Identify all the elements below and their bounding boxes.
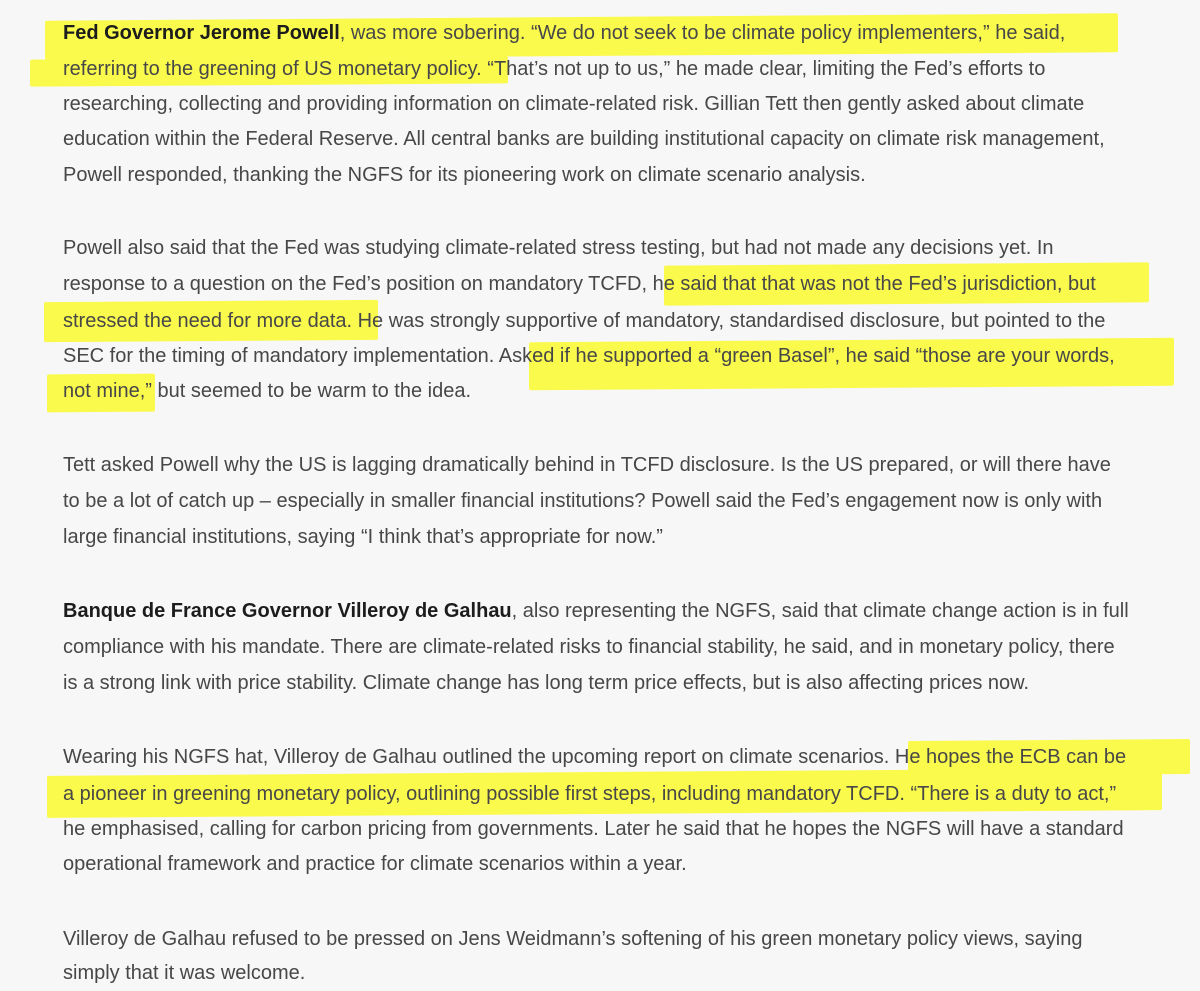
text-segment: , also representing the NGFS, said that climate change action is in full <box>511 600 1129 622</box>
text-segment: education within the Federal Reserve. All central banks are building institutional capacity on climate risk management, <box>63 128 1105 150</box>
text-line <box>63 629 1115 665</box>
text-segment: Wearing his NGFS hat, Villeroy de Galhau outlined the upcoming report on climate scenarios. He hopes the ECB can be <box>63 746 1127 768</box>
text-segment: a pioneer in greening monetary policy, outlining possible first steps, including mandatory TCFD. “There is a duty to act,” <box>63 783 1117 805</box>
text-segment: compliance with his mandate. There are climate-related risks to financial stability, he said, and in monetary policy, there <box>63 636 1115 658</box>
text-segment: not mine,” but seemed to be warm to the idea. <box>63 380 471 402</box>
text-segment: is a strong link with price stability. Climate change has long term price effects, but is also affecting prices now. <box>63 672 1030 694</box>
text-line <box>63 86 1084 122</box>
text-segment: referring to the greening of US monetary policy. “That’s not up to us,” he made clear, limiting the Fed’s efforts to <box>63 58 1046 80</box>
text-line <box>63 447 1111 483</box>
text-line <box>63 921 1082 957</box>
text-segment: , was more sobering. “We do not seek to be climate policy implementers,” he said, <box>339 22 1066 44</box>
text-segment: researching, collecting and providing information on climate-related risk. Gillian Tett then gently asked about climate <box>63 93 1085 115</box>
text-segment: Villeroy de Galhau refused to be pressed on Jens Weidmann’s softening of his green monetary policy views, saying <box>63 928 1083 950</box>
text-line <box>63 483 1102 519</box>
bold-name: Banque de France Governor Villeroy de Galhau <box>63 600 512 622</box>
text-segment: stressed the need for more data. He was strongly supportive of mandatory, standardised disclosure, but pointed to the <box>63 310 1106 332</box>
text-line <box>63 739 1126 775</box>
text-line <box>63 157 866 193</box>
text-line <box>63 373 471 409</box>
text-line <box>63 593 1129 629</box>
text-line <box>63 15 1065 51</box>
text-line <box>63 811 1124 847</box>
text-line <box>63 519 663 555</box>
text-line <box>63 266 1096 302</box>
text-line <box>63 303 1105 339</box>
text-segment: response to a question on the Fed’s position on mandatory TCFD, he said that that was not the Fed’s jurisdiction, but <box>63 273 1096 295</box>
text-segment: large financial institutions, saying “I think that’s appropriate for now.” <box>63 526 663 548</box>
text-segment: Powell responded, thanking the NGFS for its pioneering work on climate scenario analysis. <box>63 164 866 186</box>
text-segment: SEC for the timing of mandatory implementation. Asked if he supported a “green Basel”, he said “those are your words, <box>63 345 1115 367</box>
text-segment: Powell also said that the Fed was studying climate-related stress testing, but had not made any decisions yet. In <box>63 237 1054 259</box>
text-line <box>63 51 1045 87</box>
text-line <box>63 338 1115 374</box>
text-segment: operational framework and practice for climate scenarios within a year. <box>63 853 687 875</box>
text-line <box>63 665 1029 701</box>
text-line <box>63 776 1116 812</box>
text-segment: Tett asked Powell why the US is lagging dramatically behind in TCFD disclosure. Is the US prepared, or will there have <box>63 454 1111 476</box>
text-segment: to be a lot of catch up – especially in smaller financial institutions? Powell said the Fed’s engagement now is only with <box>63 490 1103 512</box>
text-line <box>63 230 1054 266</box>
text-segment: simply that it was welcome. <box>63 962 306 984</box>
text-line <box>63 121 1105 157</box>
text-line <box>63 846 687 882</box>
bold-name: Fed Governor Jerome Powell <box>63 22 340 44</box>
text-segment: he emphasised, calling for carbon pricing from governments. Later he said that he hopes the NGFS will have a standard <box>63 818 1124 840</box>
